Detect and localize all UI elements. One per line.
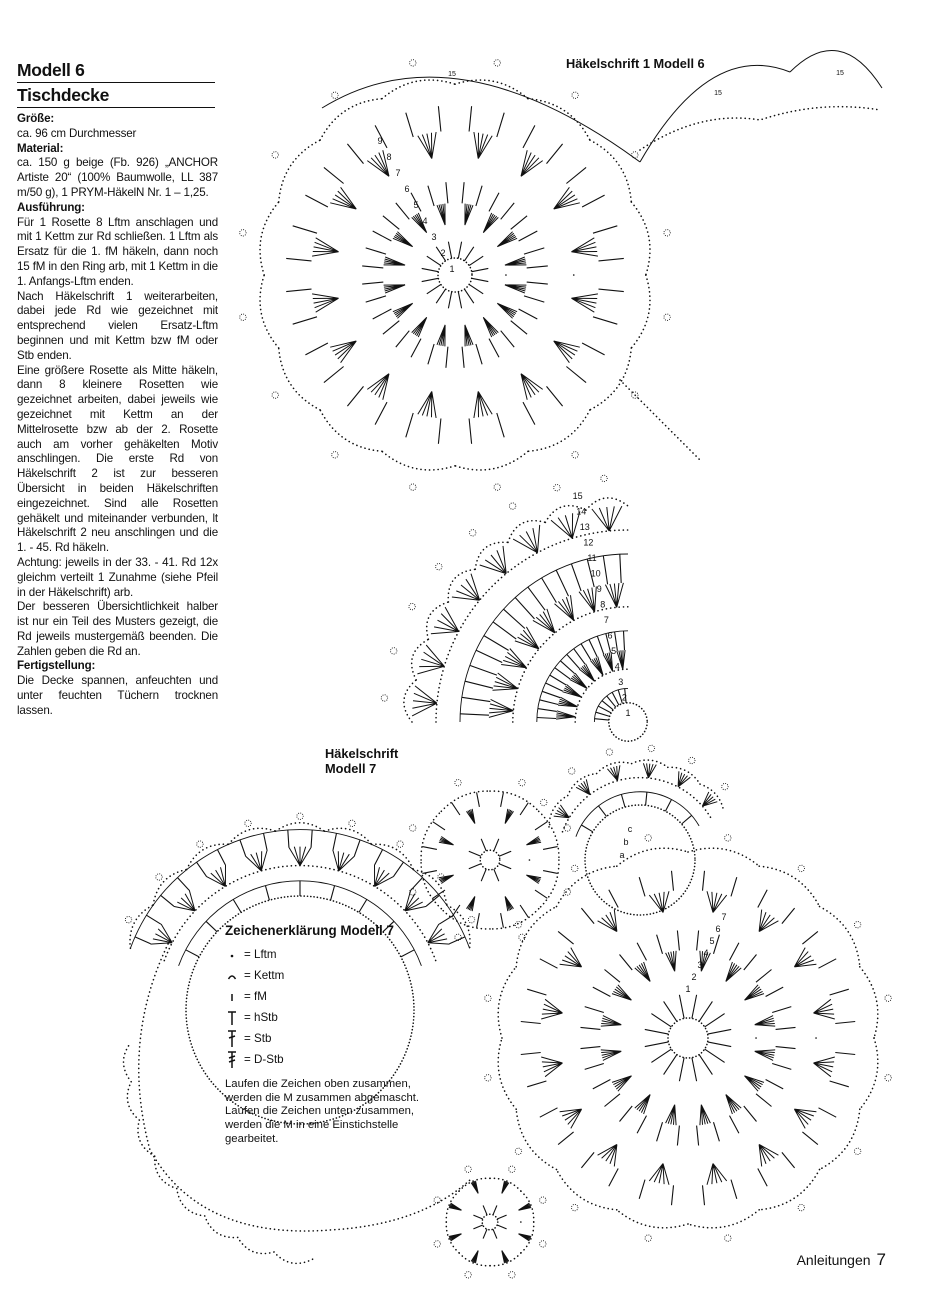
picot-scallop: [455, 451, 528, 470]
picot-loop: [569, 768, 575, 774]
stitch-fan-group: [439, 809, 541, 911]
stitch-base-line: [537, 631, 631, 722]
picot-scallop: [260, 275, 279, 348]
picot-loop: [572, 452, 578, 458]
picot-scallop: [455, 80, 528, 99]
stitch-fan-group: [556, 650, 625, 719]
picot-loop: [332, 452, 338, 458]
half-double-crochet-icon: [225, 1009, 239, 1027]
picot-loop: [554, 485, 560, 491]
picot-scallop: [498, 967, 516, 1038]
picot-loop: [606, 749, 612, 755]
stitch-row: [473, 1205, 506, 1238]
chain-stitch-row: [620, 380, 700, 460]
chain-stitch-icon: [225, 946, 239, 964]
chain-stitch-row: [563, 778, 712, 832]
ausfuehrung-paragraph: Eine größere Rosette als Mitte häkeln, dann 8 kleinere Rosetten wie gezeichnet arbeiten, dabei jeweils wie gezeichnet mit Kettm an der Mittelrosette bzw ab der 2. Rosette auch am vorher gehäkelten Motiv anschlingen. Die erste Rd von Häkelschrift 2 ist zur besseren Übersicht in beiden Häkelschriften eingezeichnet. Sind alle Rosetten gehäkelt und miteinander verbunden, lt Häkelschrift 2 neu anschlingen und die 1. - 45. Rd häkeln.: [17, 363, 218, 555]
picot-loop: [272, 392, 278, 398]
round-number-label: 9: [596, 584, 602, 594]
round-number-label: 7: [721, 912, 727, 922]
round-number-label: a: [619, 850, 625, 860]
treble-crochet-icon: [225, 1051, 239, 1069]
stitch-fan-group: [312, 132, 598, 418]
page-number: 7: [876, 1250, 886, 1269]
picot-scallop: [138, 1120, 155, 1156]
page-footer: [797, 1250, 886, 1270]
round-number-label: 2: [440, 248, 446, 258]
picot-loop: [664, 314, 670, 320]
picot-loop: [391, 648, 397, 654]
round-number-label: 3: [431, 232, 437, 242]
round-number-label: 5: [709, 936, 715, 946]
picot-loop: [689, 757, 695, 763]
ausfuehrung-paragraph: Der besseren Übersichtlichkeit halber ist nur ein Teil des Musters gezeigt, die Rd jeweils mustergemäß beenden. Die Zahlen geben die Rd an.: [17, 600, 218, 658]
groesse-label: Größe:: [17, 112, 55, 125]
picot-loop: [725, 1235, 731, 1241]
picot-scallop: [274, 1252, 313, 1263]
legend-text: = Lftm: [244, 947, 277, 961]
stitch-fan-group: [541, 891, 835, 1185]
round-number-label: 8: [386, 152, 392, 162]
picot-scallop: [260, 202, 279, 275]
picot-loop: [156, 874, 162, 880]
picot-loop: [885, 995, 891, 1001]
picot-scallop: [123, 1043, 131, 1082]
picot-scallop: [539, 860, 559, 909]
legend-row: [225, 1049, 420, 1070]
picot-loop: [572, 865, 578, 871]
stitch-base-line: [460, 554, 631, 722]
picot-scallop: [320, 99, 382, 140]
stitch-row: [581, 931, 796, 1146]
fertigstellung-text: Die Decke spannen, anfeuchten und unter feuchten Tüchern trocknen lassen.: [17, 674, 218, 717]
picot-loop: [564, 889, 570, 895]
round-number-label: 11: [587, 553, 597, 563]
round-number-label: 6: [404, 184, 410, 194]
picot-loop: [664, 230, 670, 236]
picot-loop: [722, 783, 728, 789]
round-number-label: 4: [614, 661, 620, 672]
fertigstellung-label: Fertigstellung:: [17, 659, 96, 673]
picot-scallop: [631, 275, 650, 348]
picot-loop: [798, 1204, 804, 1210]
round-number-label: 1: [625, 708, 631, 718]
center-ring: [438, 258, 472, 292]
picot-loop: [564, 825, 570, 831]
picot-scallop: [382, 80, 455, 99]
picot-scallop: [860, 967, 878, 1038]
picot-loop: [349, 820, 355, 826]
diagram1-artwork: [240, 50, 882, 741]
round-number-label: 1: [685, 984, 691, 994]
picot-scallop: [421, 811, 441, 860]
picot-loop: [494, 60, 500, 66]
picot-loop: [572, 92, 578, 98]
round-number-label: 15: [714, 90, 722, 97]
picot-scallop: [447, 905, 470, 948]
round-number-label: 2: [691, 972, 697, 982]
picot-scallop: [382, 451, 455, 470]
picot-scallop: [516, 1109, 556, 1169]
round-number-label: 15: [448, 71, 456, 78]
stitch-row: [469, 839, 511, 881]
picot-scallop: [557, 866, 617, 906]
measure-bracket: [322, 77, 640, 162]
ausfuehrung-label: Ausführung:: [17, 200, 85, 214]
picot-scallop: [688, 1210, 759, 1228]
round-number-label: 3: [697, 960, 703, 970]
picot-loop: [245, 820, 251, 826]
picot-loop: [645, 1235, 651, 1241]
picot-loop: [854, 1148, 860, 1154]
center-ring: [480, 850, 500, 870]
picot-scallop: [516, 907, 556, 967]
round-number-label: 5: [413, 200, 419, 210]
center-ring: [668, 1018, 708, 1058]
picot-scallop: [187, 844, 229, 869]
legend-row: [225, 944, 420, 965]
diagram2-title-line: Modell 7: [325, 761, 377, 776]
picot-scallop: [759, 1170, 819, 1210]
stitch-row: [422, 792, 557, 927]
picot-loop: [509, 503, 515, 509]
picot-scallop: [153, 870, 187, 906]
center-ring: [482, 1214, 498, 1230]
round-number-label: 6: [715, 924, 721, 934]
picot-scallop: [820, 907, 860, 967]
center-ring: [585, 805, 695, 915]
stitch-row: [645, 995, 731, 1081]
picot-loop: [332, 92, 338, 98]
round-number-label: 2: [621, 692, 627, 703]
legend-note: Laufen die Zeichen oben zusammen, werden die M zusammen abgemascht. Laufen die Zeichen unten zusammen, werden die M in eine Einstichstelle gearbeitet.: [225, 1078, 420, 1145]
picot-scallop: [155, 1156, 177, 1188]
picot-scallop: [820, 1109, 860, 1169]
picot-scallop: [130, 905, 153, 948]
picot-loop: [434, 1241, 440, 1247]
picot-loop: [540, 1241, 546, 1247]
picot-loop: [485, 995, 491, 1001]
picot-scallop: [279, 140, 320, 202]
round-number-label: 4: [703, 948, 709, 958]
measure-bracket: [640, 65, 790, 162]
picot-loop: [509, 1166, 515, 1172]
double-crochet-icon: [225, 1030, 239, 1048]
picot-loop: [885, 1075, 891, 1081]
picot-loop: [519, 780, 525, 786]
picot-loop: [854, 922, 860, 928]
round-number-label: 7: [603, 615, 609, 625]
stitch-row: [581, 792, 691, 832]
picot-loop: [410, 60, 416, 66]
picot-loop: [240, 314, 246, 320]
picot-scallop: [528, 410, 590, 451]
picot-scallop: [759, 866, 819, 906]
round-number-label: 9: [377, 136, 383, 146]
picot-scallop: [279, 348, 320, 410]
picot-scallop: [372, 844, 414, 869]
material-label: Material:: [17, 141, 64, 155]
legend-row: [225, 986, 420, 1007]
round-number-label: 15: [836, 70, 844, 77]
picot-loop: [515, 922, 521, 928]
picot-loop: [515, 1148, 521, 1154]
round-number-label: b: [623, 837, 629, 847]
legend-row: [225, 965, 420, 986]
picot-loop: [541, 799, 547, 805]
ausfuehrung-paragraph: Achtung: jeweils in der 33. - 41. Rd 12x gleichm verteilt 1 Zunahme (siehe Pfeil in der Häkelschrift) arb.: [17, 555, 218, 599]
picot-scallop: [498, 1038, 516, 1109]
stitch-fan-group: [449, 1181, 531, 1263]
picot-loop: [409, 603, 415, 609]
picot-scallop: [177, 1189, 205, 1216]
legend-title: Zeichenerklärung Modell 7: [225, 923, 394, 938]
picot-loop: [455, 780, 461, 786]
picot-scallop: [688, 848, 759, 866]
picot-loop: [648, 745, 654, 751]
symbol-legend: [225, 924, 420, 1146]
diagram1-title: Häkelschrift 1 Modell 6: [566, 56, 705, 71]
legend-text: = D-Stb: [244, 1052, 284, 1066]
picot-scallop: [590, 140, 631, 202]
picot-loop: [125, 917, 131, 923]
picot-loop: [197, 841, 203, 847]
picot-loop: [601, 475, 607, 481]
picot-loop: [509, 1272, 515, 1278]
picot-loop: [470, 530, 476, 536]
round-number-label: 1: [449, 264, 455, 274]
picot-loop: [240, 230, 246, 236]
picot-scallop: [557, 1170, 617, 1210]
round-number-label: 4: [422, 216, 428, 226]
chain-stitch-row: [640, 107, 880, 150]
picot-loop: [381, 695, 387, 701]
picot-loop: [540, 1197, 546, 1203]
round-number-label: 12: [583, 537, 594, 548]
picot-scallop: [490, 909, 539, 929]
round-number-label: 10: [590, 568, 601, 579]
ausfuehrung-paragraph: Nach Häkelschrift 1 weiterarbeiten, dabei jede Rd wie gezeichnet mit entsprechend vielen Ersatz-Lftm beginnen und mit Kettm bzw fM oder Stb enden.: [17, 289, 218, 362]
picot-loop: [465, 1272, 471, 1278]
picot-loop: [485, 1075, 491, 1081]
legend-text: = fM: [244, 989, 267, 1003]
legend-text: = hStb: [244, 1010, 278, 1024]
item-heading: Tischdecke: [17, 85, 215, 108]
diagram2-title-line: Häkelschrift: [325, 746, 399, 761]
instructions-text: [17, 112, 218, 719]
stitch-fan-group: [601, 951, 775, 1125]
legend-text: = Kettm: [244, 968, 285, 982]
legend-row: [225, 1028, 420, 1049]
picot-loop: [297, 813, 303, 819]
round-number-label: c: [627, 824, 633, 834]
picot-loop: [468, 917, 474, 923]
picot-scallop: [631, 202, 650, 275]
picot-scallop: [490, 791, 539, 811]
picot-loop: [572, 1204, 578, 1210]
ausfuehrung-paragraph: Für 1 Rosette 8 Lftm anschlagen und mit 1 Kettm zur Rd schließen. 1 Lftm als Ersatz für die 1. fM häkeln, dann noch 15 fM in den Ring arb, mit 1 Kettm in die 1. Anfangs-Lftm enden.: [17, 215, 218, 288]
picot-scallop: [320, 410, 382, 451]
stitch-row: [422, 242, 489, 309]
picot-loop: [725, 835, 731, 841]
picot-scallop: [617, 1210, 688, 1228]
legend-text: = Stb: [244, 1031, 272, 1045]
round-number-labels: [377, 70, 844, 994]
model-heading: Modell 6: [17, 60, 215, 83]
picot-scallop: [441, 791, 490, 811]
slip-stitch-icon: [225, 967, 239, 985]
groesse-text: ca. 96 cm Durchmesser: [17, 126, 137, 140]
round-number-label: 5: [611, 646, 617, 656]
chain-stitch-row: [436, 530, 631, 722]
picot-loop: [410, 825, 416, 831]
picot-scallop: [590, 348, 631, 410]
picot-loop: [410, 484, 416, 490]
picot-scallop: [617, 848, 688, 866]
diagram2-title: [325, 746, 398, 776]
single-crochet-icon: [225, 988, 239, 1006]
picot-loop: [397, 841, 403, 847]
picot-scallop: [413, 870, 447, 906]
round-number-label: 13: [579, 522, 590, 532]
material-text: ca. 150 g beige (Fb. 926) „ANCHOR Artiste 20“ (100% Baumwolle, LL 387 m/50 g), 1 PRYM-HäkelN Nr. 1 – 1,25.: [17, 156, 218, 199]
picot-loop: [798, 865, 804, 871]
picot-scallop: [539, 811, 559, 860]
round-number-label: 3: [618, 677, 624, 687]
stitch-row: [521, 871, 855, 1205]
round-number-label: 8: [600, 599, 606, 610]
picot-loop: [436, 564, 442, 570]
picot-scallop: [127, 1082, 139, 1120]
picot-loop: [434, 1197, 440, 1203]
round-number-label: 14: [576, 506, 587, 517]
stitch-fan-group: [554, 763, 718, 817]
round-number-label: 15: [572, 491, 583, 501]
legend-row: [225, 1007, 420, 1028]
picot-scallop: [528, 99, 590, 140]
picot-loop: [465, 1166, 471, 1172]
picot-loop: [494, 484, 500, 490]
round-number-label: 6: [607, 630, 613, 641]
stitch-fan-group: [384, 204, 527, 347]
footer-section: Anleitungen: [796, 1252, 871, 1268]
picot-scallop: [238, 1237, 274, 1253]
picot-scallop: [860, 1038, 878, 1109]
round-number-label: 7: [395, 168, 401, 178]
stitch-row: [362, 182, 548, 368]
picot-loop: [645, 835, 651, 841]
picot-loop: [272, 152, 278, 158]
